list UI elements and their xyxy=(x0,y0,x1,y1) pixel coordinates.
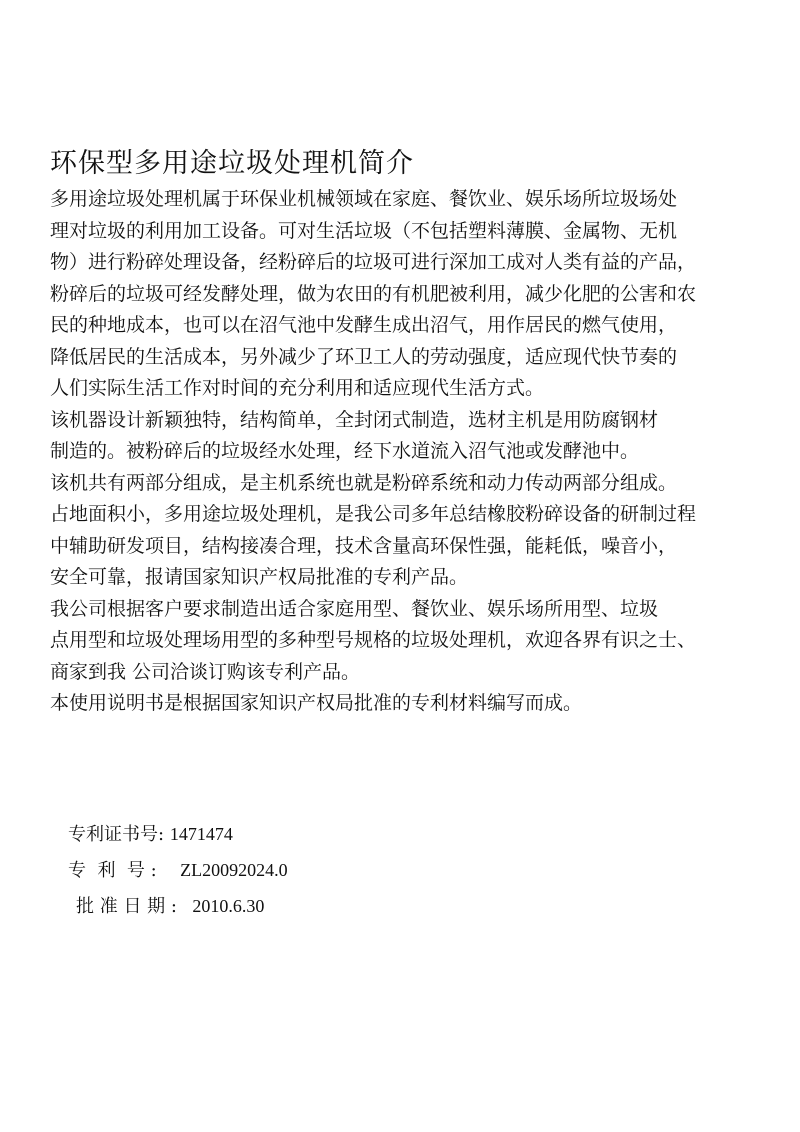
paragraph-intro xyxy=(50,184,770,405)
paragraph-line: 商家到我 公司洽谈订购该专利产品。 xyxy=(50,660,361,683)
document-title: 环保型多用途垃圾处理机简介 xyxy=(50,148,414,179)
paragraph-note xyxy=(50,688,770,720)
paragraph-line: 人们实际生活工作对时间的充分利用和适应现代生活方式。 xyxy=(50,377,545,399)
approval-date-value: 2010.6.30 xyxy=(192,896,265,916)
patent-number-label: 专 利 号 : xyxy=(68,860,157,881)
paragraph-products xyxy=(50,594,770,689)
certificate-row xyxy=(68,816,288,852)
paragraph-line: 多用途垃圾处理机属于环保业机械领域在家庭、餐饮业、娱乐场所垃圾场处 xyxy=(50,188,678,210)
document-body xyxy=(50,184,770,720)
paragraph-line: 占地面积小，多用途垃圾处理机，是我公司多年总结橡胶粉碎设备的研制过程 xyxy=(50,503,697,525)
approval-date-row xyxy=(68,888,288,924)
paragraph-line: 我公司根据客户要求制造出适合家庭用型、餐饮业、娱乐场所用型、垃圾 xyxy=(50,597,659,620)
paragraph-line: 点用型和垃圾处理场用型的多种型号规格的垃圾处理机，欢迎各界有识之士、 xyxy=(50,629,697,651)
paragraph-line: 降低居民的生活成本，另外减少了环卫工人的劳动强度，适应现代快节奏的 xyxy=(50,345,678,368)
patent-info xyxy=(68,816,288,924)
paragraph-line: 物）进行粉碎处理设备，经粉碎后的垃圾可进行深加工成对人类有益的产品， xyxy=(50,251,697,273)
certificate-label: 专利证书号: xyxy=(68,824,165,845)
paragraph-line: 制造的。被粉碎后的垃圾经水处理，经下水道流入沼气池或发酵池中。 xyxy=(50,440,640,462)
paragraph-line: 该机器设计新颖独特，结构简单，全封闭式制造，选材主机是用防腐钢材 xyxy=(50,408,659,431)
paragraph-line: 中辅助研发项目，结构接凑合理，技术含量高环保性强，能耗低，噪音小， xyxy=(50,534,678,557)
paragraph-line: 该机共有两部分组成，是主机系统也就是粉碎系统和动力传动两部分组成。 xyxy=(50,471,678,494)
paragraph-line: 理对垃圾的利用加工设备。可对生活垃圾（不包括塑料薄膜、金属物、无机 xyxy=(50,219,678,242)
paragraph-line: 民的种地成本，也可以在沼气池中发酵生成出沼气，用作居民的燃气使用， xyxy=(50,314,678,336)
patent-number-value: ZL20092024.0 xyxy=(180,860,288,880)
paragraph-line: 粉碎后的垃圾可经发酵处理，做为农田的有机肥被利用，减少化肥的公害和农 xyxy=(50,282,697,305)
patent-number-row xyxy=(68,852,288,888)
paragraph-structure xyxy=(50,468,770,594)
certificate-value: 1471474 xyxy=(169,824,233,844)
paragraph-design xyxy=(50,405,770,468)
approval-date-label: 批 准 日 期 : xyxy=(76,896,177,917)
paragraph-line: 安全可靠，报请国家知识产权局批准的专利产品。 xyxy=(50,566,469,588)
paragraph-line: 本使用说明书是根据国家知识产权局批准的专利材料编写而成。 xyxy=(50,692,583,714)
